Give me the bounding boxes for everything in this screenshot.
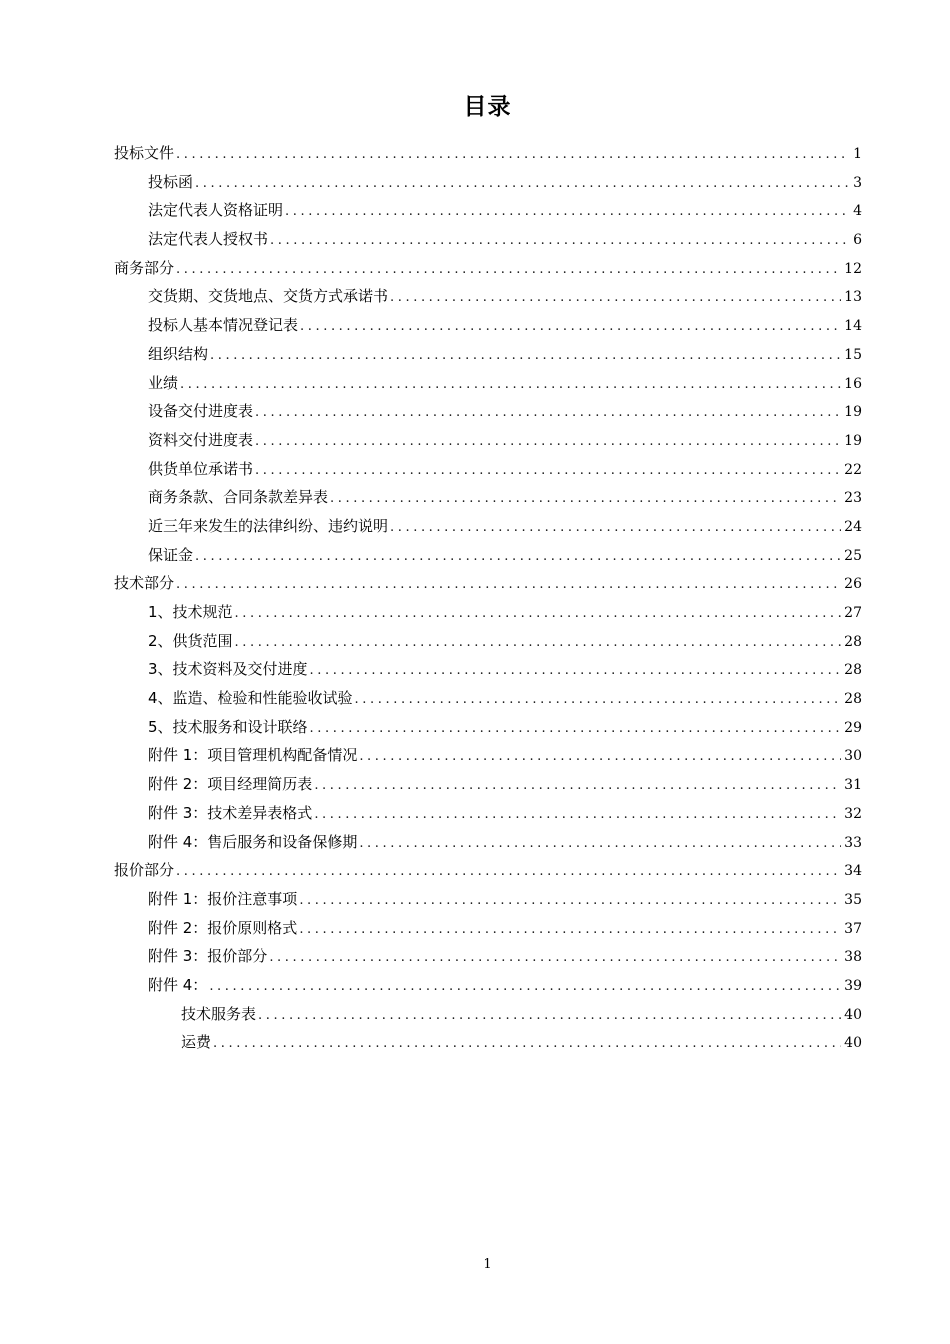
toc-dot-leader	[210, 342, 841, 371]
toc-entry[interactable]	[114, 655, 862, 684]
toc-entry-page: 27	[844, 605, 862, 621]
toc-entry-label: 投标人基本情况登记表	[148, 316, 299, 335]
toc-dot-leader	[269, 944, 841, 973]
toc-entry[interactable]	[114, 168, 862, 197]
toc-entry-label: 投标函	[148, 172, 194, 191]
toc-entry-page: 24	[844, 518, 862, 535]
toc-dot-leader	[255, 457, 841, 486]
toc-entry[interactable]	[114, 483, 862, 512]
toc-entry-page: 39	[844, 977, 862, 994]
toc-entry-label: 5、技术服务和设计联络	[148, 717, 308, 736]
toc-entry[interactable]	[114, 569, 862, 598]
toc-dot-leader	[235, 600, 842, 629]
toc-dot-leader	[285, 198, 850, 227]
toc-entry[interactable]	[114, 369, 862, 398]
toc-dot-leader	[270, 227, 850, 256]
toc-entry-label: 附件 3：技术差异表格式	[148, 803, 313, 822]
toc-entry-page: 25	[844, 547, 862, 564]
toc-entry-label: 近三年来发生的法律纠纷、违约说明	[148, 516, 389, 535]
toc-dot-leader	[310, 657, 842, 686]
toc-entry-page: 14	[844, 318, 862, 335]
toc-entry-page: 6	[853, 232, 862, 249]
toc-dot-leader	[330, 485, 841, 514]
toc-entry[interactable]	[114, 828, 862, 857]
toc-entry[interactable]	[114, 426, 862, 455]
toc-entry-label: 附件 1：报价注意事项	[148, 889, 298, 908]
toc-entry[interactable]	[114, 541, 862, 570]
toc-dot-leader	[255, 399, 841, 428]
toc-entry-page: 4	[853, 203, 862, 220]
toc-dot-leader	[359, 830, 841, 859]
toc-entry-page: 40	[844, 1006, 862, 1023]
toc-entry-label: 附件 2：报价原则格式	[148, 918, 298, 937]
toc-dot-leader	[176, 858, 841, 887]
toc-entry-page: 31	[844, 777, 862, 794]
toc-entry-page: 23	[844, 490, 862, 507]
toc-entry-page: 40	[844, 1035, 862, 1052]
toc-entry-label: 组织结构	[148, 344, 209, 363]
toc-entry[interactable]	[114, 254, 862, 283]
toc-entry-label: 附件 1：项目管理机构配备情况	[148, 746, 358, 765]
toc-dot-leader	[359, 743, 841, 772]
toc-entry[interactable]	[114, 1028, 862, 1057]
toc-entry-label: 投标文件	[114, 144, 175, 162]
toc-entry[interactable]	[114, 741, 862, 770]
toc-entry-label: 报价部分	[114, 861, 175, 880]
toc-entry[interactable]	[114, 627, 862, 656]
toc-entry[interactable]	[114, 713, 862, 742]
toc-entry[interactable]	[114, 914, 862, 943]
toc-entry[interactable]	[114, 684, 862, 713]
toc-entry-label: 附件 3：报价部分	[148, 947, 268, 966]
toc-entry[interactable]	[114, 139, 862, 168]
toc-entry-page: 37	[844, 920, 862, 937]
toc-entry[interactable]	[114, 340, 862, 369]
toc-entry[interactable]	[114, 942, 862, 971]
toc-entry-label: 4、监造、检验和性能验收试验	[148, 689, 353, 708]
toc-dot-leader	[314, 772, 841, 801]
toc-entry-page: 3	[853, 174, 862, 191]
toc-entry-page: 19	[844, 404, 862, 421]
toc-entry[interactable]	[114, 1000, 862, 1029]
toc-dot-leader	[390, 514, 841, 543]
toc-entry-page: 35	[844, 891, 862, 908]
toc-dot-leader	[180, 371, 841, 400]
toc-entry-label: 法定代表人授权书	[148, 230, 269, 249]
toc-dot-leader	[213, 1030, 841, 1059]
toc-entry[interactable]	[114, 225, 862, 254]
toc-entry[interactable]	[114, 856, 862, 885]
toc-entry-page: 19	[844, 432, 862, 449]
toc-entry-label: 3、技术资料及交付进度	[148, 660, 308, 679]
toc-entry-page: 28	[844, 633, 862, 650]
toc-dot-leader	[209, 973, 841, 1002]
toc-entry[interactable]	[114, 971, 862, 1000]
toc-entry-page: 32	[844, 805, 862, 822]
toc-entry-label: 附件 2：项目经理简历表	[148, 775, 313, 794]
toc-entry-page: 13	[844, 289, 862, 306]
toc-entry-label: 附件 4：	[148, 975, 208, 994]
toc-dot-leader	[299, 916, 841, 945]
toc-entry[interactable]	[114, 598, 862, 627]
toc-entry-page: 38	[844, 949, 862, 966]
toc-dot-leader	[195, 543, 841, 572]
toc-entry-label: 商务部分	[114, 258, 175, 277]
toc-entry[interactable]	[114, 397, 862, 426]
toc-dot-leader	[300, 313, 841, 342]
toc-dot-leader	[176, 571, 841, 600]
toc-entry-page: 16	[844, 375, 862, 392]
table-of-contents	[114, 139, 862, 1057]
toc-entry[interactable]	[114, 799, 862, 828]
toc-entry-page: 34	[844, 863, 862, 880]
toc-entry[interactable]	[114, 512, 862, 541]
toc-title: 目录	[463, 94, 512, 120]
toc-dot-leader	[176, 141, 850, 170]
toc-entry[interactable]	[114, 196, 862, 225]
toc-entry-label: 法定代表人资格证明	[148, 201, 284, 220]
toc-entry-label: 商务条款、合同条款差异表	[148, 488, 329, 507]
page-number: 1	[483, 1257, 492, 1272]
toc-entry-page: 26	[844, 576, 862, 593]
toc-entry-page: 28	[844, 662, 862, 679]
toc-entry-label: 设备交付进度表	[148, 402, 254, 421]
toc-entry-page: 29	[844, 719, 862, 736]
toc-entry-label: 供货单位承诺书	[148, 459, 254, 478]
toc-dot-leader	[310, 715, 842, 744]
toc-entry-label: 1、技术规范	[148, 603, 233, 621]
toc-dot-leader	[176, 256, 841, 285]
toc-dot-leader	[355, 686, 842, 715]
toc-entry[interactable]	[114, 770, 862, 799]
toc-dot-leader	[299, 887, 841, 916]
toc-entry-label: 技术服务表	[181, 1004, 257, 1023]
toc-entry-label: 技术部分	[114, 574, 175, 593]
toc-dot-leader	[314, 801, 841, 830]
toc-dot-leader	[258, 1002, 841, 1031]
toc-entry-page: 33	[844, 834, 862, 851]
toc-entry-label: 附件 4：售后服务和设备保修期	[148, 832, 358, 851]
toc-entry-label: 资料交付进度表	[148, 430, 254, 449]
toc-entry[interactable]	[114, 282, 862, 311]
toc-entry[interactable]	[114, 885, 862, 914]
toc-dot-leader	[390, 284, 841, 313]
toc-dot-leader	[235, 629, 842, 658]
toc-dot-leader	[195, 170, 850, 199]
toc-entry-label: 保证金	[148, 545, 194, 564]
toc-entry[interactable]	[114, 311, 862, 340]
toc-entry-page: 1	[853, 146, 862, 162]
toc-entry-label: 交货期、交货地点、交货方式承诺书	[148, 287, 389, 306]
toc-entry[interactable]	[114, 455, 862, 484]
toc-entry-page: 15	[844, 346, 862, 363]
toc-entry-page: 12	[844, 260, 862, 277]
toc-entry-label: 2、供货范围	[148, 631, 233, 650]
toc-entry-label: 业绩	[148, 373, 179, 392]
toc-entry-label: 运费	[181, 1033, 212, 1052]
toc-entry-page: 28	[844, 691, 862, 708]
toc-entry-page: 30	[844, 748, 862, 765]
toc-dot-leader	[255, 428, 841, 457]
toc-entry-page: 22	[844, 461, 862, 478]
